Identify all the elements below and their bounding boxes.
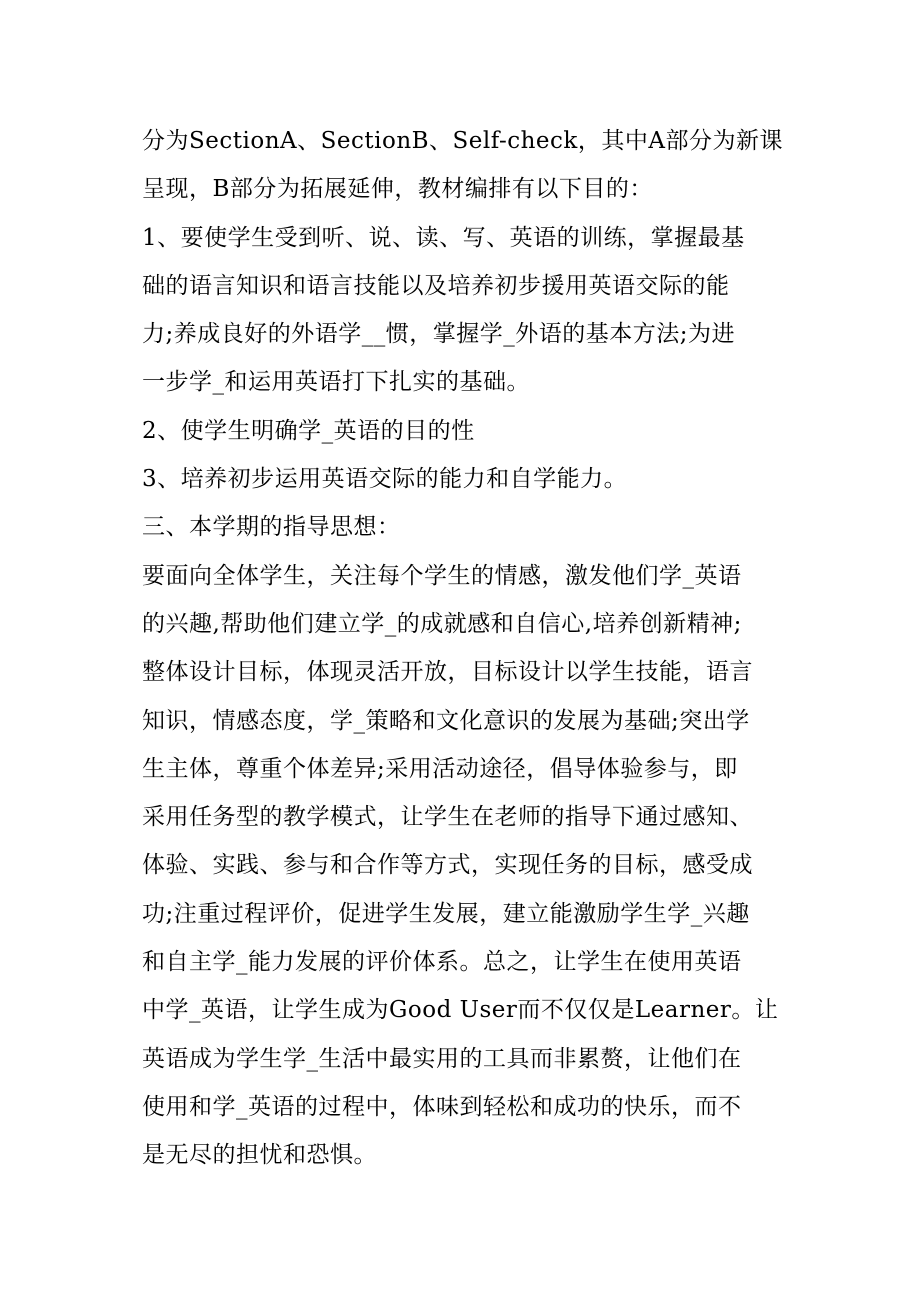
text-line: 3、培养初步运用英语交际的能力和自学能力。	[142, 466, 628, 493]
text-line: 生主体，尊重个体差异;采用活动途径，倡导体验参与，即	[142, 755, 738, 782]
section-heading: 三、本学期的指导思想：	[142, 514, 401, 541]
text-line: 使用和学_英语的过程中，体味到轻松和成功的快乐，而不	[142, 1093, 742, 1120]
text-line: 1、要使学生受到听、说、读、写、英语的训练，掌握最基	[142, 224, 745, 251]
text-line: 一步学_和运用英语打下扎实的基础。	[142, 369, 530, 396]
text-line: 呈现，B部分为拓展延伸，教材编排有以下目的：	[142, 176, 653, 203]
text-line: 2、使学生明确学_英语的目的性	[142, 417, 475, 444]
text-line: 础的语言知识和语言技能以及培养初步援用英语交际的能	[142, 272, 730, 299]
text-line: 采用任务型的教学模式，让学生在老师的指导下通过感知、	[142, 804, 753, 831]
text-line: 是无尽的担忧和恐惧。	[142, 1142, 377, 1169]
text-line: 分为SectionA、SectionB、Self-check，其中A部分为新课	[142, 128, 783, 154]
text-line: 整体设计目标，体现灵活开放，目标设计以学生技能，语言	[142, 659, 753, 686]
text-line: 中学_英语，让学生成为Good User而不仅仅是Learner。让	[142, 997, 779, 1024]
text-line: 体验、实践、参与和合作等方式，实现任务的目标，感受成	[142, 852, 753, 879]
text-line: 英语成为学生学_生活中最实用的工具而非累赘，让他们在	[142, 1045, 742, 1072]
document-body	[142, 117, 792, 1180]
text-line: 功;注重过程评价，促进学生发展，建立能激励学生学_兴趣	[142, 900, 750, 927]
text-line: 和自主学_能力发展的评价体系。总之，让学生在使用英语	[142, 949, 742, 976]
text-line: 要面向全体学生，关注每个学生的情感，激发他们学_英语	[142, 562, 742, 589]
text-line: 力;养成良好的外语学__惯，掌握学_外语的基本方法;为进	[142, 321, 735, 348]
text-line: 知识，情感态度，学_策略和文化意识的发展为基础;突出学	[142, 707, 750, 734]
text-line: 的兴趣,帮助他们建立学_的成就感和自信心,培养创新精神;	[142, 610, 742, 637]
